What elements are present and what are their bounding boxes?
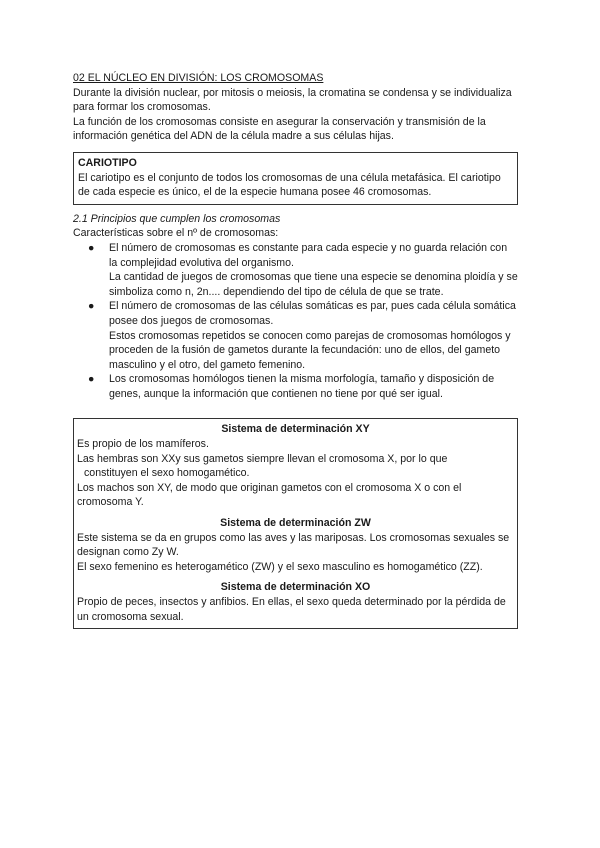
subsection-heading: 2.1 Principios que cumplen los cromosomas bbox=[73, 212, 281, 225]
list-item-main: El número de cromosomas de las células somáticas es par, pues cada célula somática posee dos juegos de cromosomas. bbox=[109, 300, 516, 327]
xy-system-title: Sistema de determinación XY bbox=[221, 423, 370, 436]
cariotipo-title: CARIOTIPO bbox=[78, 156, 137, 169]
intro-paragraph-2: La función de los cromosomas consiste en asegurar la conservación y transmisión de la información genética del ADN de la célula madre a sus células hijas. bbox=[73, 115, 486, 143]
bullet-icon: ● bbox=[88, 241, 95, 254]
intro-paragraph-1: Durante la división nuclear, por mitosis o meiosis, la cromatina se condensa y se individualiza para formar los cromosomas. bbox=[73, 86, 512, 114]
list-item-extra: La cantidad de juegos de cromosomas que tiene una especie se denomina ploidía y se simboliza como n, 2n.... dependiendo del tipo de célula de que se trate. bbox=[109, 271, 518, 298]
list-item bbox=[73, 299, 518, 372]
zw-system-title: Sistema de determinación ZW bbox=[220, 517, 371, 530]
section-heading: 02 EL NÚCLEO EN DIVISIÓN: LOS CROMOSOMAS bbox=[73, 72, 324, 84]
xo-system-title: Sistema de determinación XO bbox=[220, 581, 371, 594]
list-item-main: Los cromosomas homólogos tienen la misma morfología, tamaño y disposición de genes, aunque la información que contienen no tiene por qué ser igual. bbox=[109, 373, 495, 400]
zw-line-2: El sexo femenino es heterogamético (ZW) y el sexo masculino es homogamético (ZZ). bbox=[77, 560, 483, 573]
sex-determination-box bbox=[73, 418, 518, 629]
characteristics-list bbox=[73, 241, 518, 402]
cariotipo-box bbox=[73, 152, 518, 205]
document-page bbox=[73, 71, 518, 629]
xy-line-3: Los machos son XY, de modo que originan gametos con el cromosoma X o con el cromosoma Y. bbox=[77, 481, 462, 509]
list-item bbox=[73, 241, 518, 299]
list-item bbox=[73, 372, 518, 401]
list-item-extra: Estos cromosomas repetidos se conocen como parejas de cromosomas homólogos y proceden de la fusión de gametos durante la fecundación: uno de ellos, del gameto masculino y el otro, del gameto femenino. bbox=[109, 329, 511, 371]
cariotipo-text: El cariotipo es el conjunto de todos los cromosomas de una célula metafásica. El cariotipo de cada especie es único, el de la especie humana posee 46 cromosomas. bbox=[78, 171, 501, 199]
xy-line-2b: constituyen el sexo homogamético. bbox=[84, 467, 250, 480]
subsection-intro: Características sobre el nº de cromosomas: bbox=[73, 227, 279, 240]
bullet-icon: ● bbox=[88, 373, 95, 386]
zw-line-1: Este sistema se da en grupos como las aves y las mariposas. Los cromosomas sexuales se designan como Zy W. bbox=[77, 531, 510, 559]
xo-line-1: Propio de peces, insectos y anfibios. En ellas, el sexo queda determinado por la pérdida de un cromosoma sexual. bbox=[77, 596, 506, 623]
bullet-icon: ● bbox=[88, 300, 95, 313]
xy-line-2: Las hembras son XXy sus gametos siempre llevan el cromosoma X, por lo que bbox=[77, 452, 448, 465]
xy-line-1: Es propio de los mamíferos. bbox=[77, 438, 209, 451]
list-item-main: El número de cromosomas es constante para cada especie y no guarda relación con la complejidad evolutiva del organismo. bbox=[109, 241, 508, 269]
